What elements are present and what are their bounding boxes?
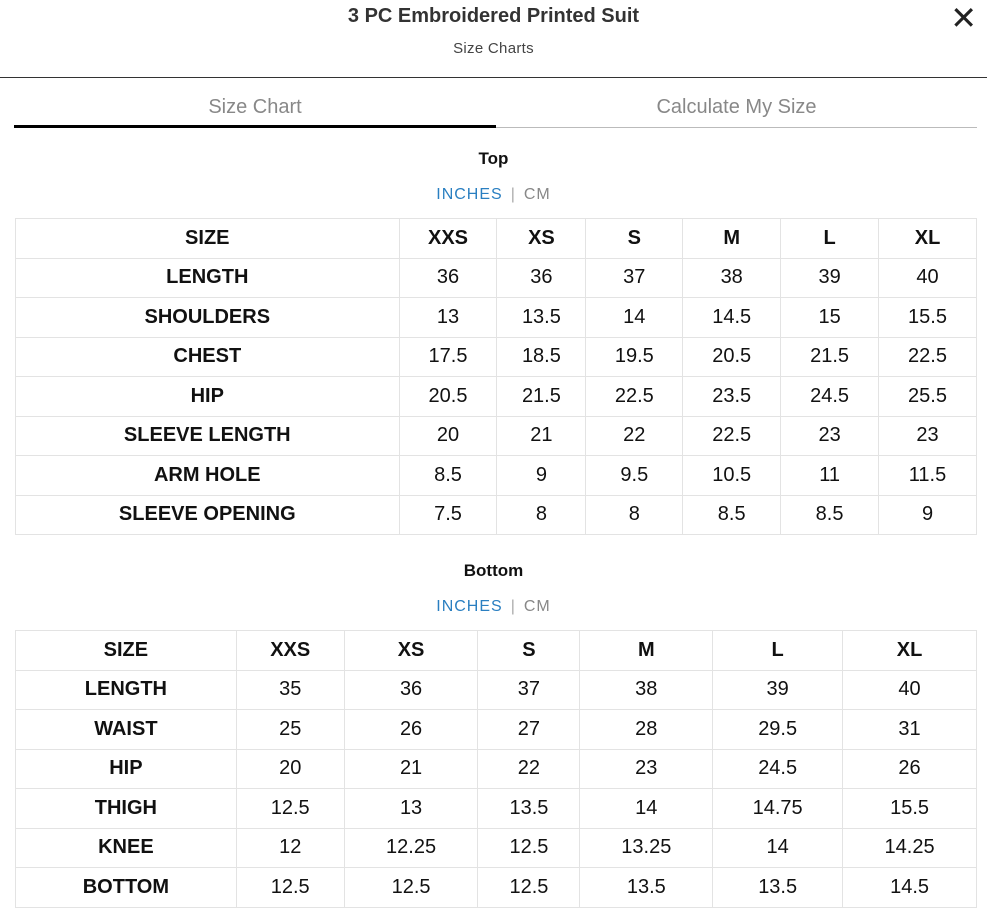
bottom-size-table xyxy=(15,630,977,908)
row-label: CHEST xyxy=(16,337,400,377)
measurement-cell: 35 xyxy=(236,670,344,710)
column-header: SIZE xyxy=(16,631,237,671)
measurement-cell: 12.5 xyxy=(478,868,580,908)
measurement-cell: 38 xyxy=(580,670,713,710)
measurement-cell: 21.5 xyxy=(497,377,586,417)
column-header: XS xyxy=(344,631,478,671)
measurement-cell: 21 xyxy=(344,749,478,789)
measurement-cell: 36 xyxy=(497,258,586,298)
measurement-cell: 23 xyxy=(781,416,879,456)
measurement-cell: 27 xyxy=(478,710,580,750)
measurement-cell: 23 xyxy=(879,416,977,456)
row-label: HIP xyxy=(16,377,400,417)
measurement-cell: 8 xyxy=(497,495,586,535)
measurement-cell: 8.5 xyxy=(683,495,781,535)
column-header: XL xyxy=(843,631,977,671)
measurement-cell: 24.5 xyxy=(781,377,879,417)
column-header: XL xyxy=(879,219,977,259)
measurement-cell: 19.5 xyxy=(586,337,683,377)
measurement-cell: 10.5 xyxy=(683,456,781,496)
measurement-cell: 13.5 xyxy=(580,868,713,908)
measurement-cell: 13 xyxy=(344,789,478,829)
measurement-cell: 36 xyxy=(344,670,478,710)
bottom-unit-toggle xyxy=(0,598,987,616)
row-label: LENGTH xyxy=(16,258,400,298)
measurement-cell: 11 xyxy=(781,456,879,496)
table-row xyxy=(16,337,977,377)
measurement-cell: 14 xyxy=(713,828,843,868)
measurement-cell: 14 xyxy=(586,298,683,338)
measurement-cell: 17.5 xyxy=(399,337,497,377)
row-label: SLEEVE OPENING xyxy=(16,495,400,535)
row-label: WAIST xyxy=(16,710,237,750)
measurement-cell: 7.5 xyxy=(399,495,497,535)
table-header-row xyxy=(16,631,977,671)
tab-calculate-my-size[interactable]: Calculate My Size xyxy=(496,92,977,128)
measurement-cell: 8.5 xyxy=(399,456,497,496)
measurement-cell: 36 xyxy=(399,258,497,298)
measurement-cell: 23 xyxy=(580,749,713,789)
top-size-table xyxy=(15,218,977,535)
measurement-cell: 13.5 xyxy=(497,298,586,338)
row-label: LENGTH xyxy=(16,670,237,710)
column-header: XS xyxy=(497,219,586,259)
size-tabs xyxy=(14,92,977,128)
close-icon[interactable]: ✕ xyxy=(950,0,977,36)
row-label: KNEE xyxy=(16,828,237,868)
table-row xyxy=(16,495,977,535)
tab-size-chart[interactable]: Size Chart xyxy=(14,92,496,128)
column-header: L xyxy=(713,631,843,671)
bottom-unit-cm[interactable]: CM xyxy=(523,598,551,615)
row-label: HIP xyxy=(16,749,237,789)
measurement-cell: 13.25 xyxy=(580,828,713,868)
table-header-row xyxy=(16,219,977,259)
measurement-cell: 29.5 xyxy=(713,710,843,750)
measurement-cell: 13 xyxy=(399,298,497,338)
measurement-cell: 13.5 xyxy=(713,868,843,908)
table-row xyxy=(16,749,977,789)
table-row xyxy=(16,710,977,750)
measurement-cell: 20.5 xyxy=(683,337,781,377)
measurement-cell: 31 xyxy=(843,710,977,750)
measurement-cell: 40 xyxy=(843,670,977,710)
measurement-cell: 39 xyxy=(713,670,843,710)
measurement-cell: 25 xyxy=(236,710,344,750)
measurement-cell: 9 xyxy=(497,456,586,496)
column-header: XXS xyxy=(236,631,344,671)
measurement-cell: 15 xyxy=(781,298,879,338)
measurement-cell: 14.5 xyxy=(843,868,977,908)
measurement-cell: 20 xyxy=(399,416,497,456)
measurement-cell: 25.5 xyxy=(879,377,977,417)
table-row xyxy=(16,416,977,456)
unit-separator: | xyxy=(510,598,516,615)
measurement-cell: 20.5 xyxy=(399,377,497,417)
measurement-cell: 9 xyxy=(879,495,977,535)
top-unit-toggle xyxy=(0,186,987,204)
measurement-cell: 11.5 xyxy=(879,456,977,496)
table-row xyxy=(16,670,977,710)
table-row xyxy=(16,789,977,829)
top-unit-inches[interactable]: INCHES xyxy=(436,186,503,203)
measurement-cell: 12.5 xyxy=(236,789,344,829)
measurement-cell: 26 xyxy=(344,710,478,750)
column-header: M xyxy=(580,631,713,671)
column-header: XXS xyxy=(399,219,497,259)
table-row xyxy=(16,298,977,338)
measurement-cell: 18.5 xyxy=(497,337,586,377)
measurement-cell: 40 xyxy=(879,258,977,298)
measurement-cell: 15.5 xyxy=(879,298,977,338)
top-unit-cm[interactable]: CM xyxy=(523,186,551,203)
column-header: M xyxy=(683,219,781,259)
row-label: ARM HOLE xyxy=(16,456,400,496)
column-header: S xyxy=(478,631,580,671)
table-row xyxy=(16,456,977,496)
column-header: L xyxy=(781,219,879,259)
measurement-cell: 14.5 xyxy=(683,298,781,338)
measurement-cell: 22 xyxy=(478,749,580,789)
measurement-cell: 21.5 xyxy=(781,337,879,377)
measurement-cell: 23.5 xyxy=(683,377,781,417)
measurement-cell: 22.5 xyxy=(586,377,683,417)
measurement-cell: 14 xyxy=(580,789,713,829)
column-header: SIZE xyxy=(16,219,400,259)
measurement-cell: 8.5 xyxy=(781,495,879,535)
measurement-cell: 26 xyxy=(843,749,977,789)
table-row xyxy=(16,828,977,868)
modal-header xyxy=(0,0,987,78)
row-label: BOTTOM xyxy=(16,868,237,908)
measurement-cell: 9.5 xyxy=(586,456,683,496)
measurement-cell: 22.5 xyxy=(879,337,977,377)
measurement-cell: 22.5 xyxy=(683,416,781,456)
measurement-cell: 37 xyxy=(478,670,580,710)
column-header: S xyxy=(586,219,683,259)
measurement-cell: 14.75 xyxy=(713,789,843,829)
measurement-cell: 14.25 xyxy=(843,828,977,868)
row-label: SHOULDERS xyxy=(16,298,400,338)
measurement-cell: 39 xyxy=(781,258,879,298)
measurement-cell: 37 xyxy=(586,258,683,298)
bottom-unit-inches[interactable]: INCHES xyxy=(436,598,503,615)
measurement-cell: 15.5 xyxy=(843,789,977,829)
measurement-cell: 13.5 xyxy=(478,789,580,829)
table-row xyxy=(16,868,977,908)
product-title: 3 PC Embroidered Printed Suit xyxy=(347,5,640,27)
measurement-cell: 12 xyxy=(236,828,344,868)
measurement-cell: 24.5 xyxy=(713,749,843,789)
measurement-cell: 22 xyxy=(586,416,683,456)
measurement-cell: 28 xyxy=(580,710,713,750)
unit-separator: | xyxy=(510,186,516,203)
top-section-title: Top xyxy=(478,149,509,168)
measurement-cell: 12.25 xyxy=(344,828,478,868)
bottom-section-title: Bottom xyxy=(463,561,524,580)
measurement-cell: 21 xyxy=(497,416,586,456)
table-row xyxy=(16,377,977,417)
measurement-cell: 38 xyxy=(683,258,781,298)
measurement-cell: 12.5 xyxy=(478,828,580,868)
measurement-cell: 8 xyxy=(586,495,683,535)
measurement-cell: 12.5 xyxy=(344,868,478,908)
row-label: THIGH xyxy=(16,789,237,829)
measurement-cell: 12.5 xyxy=(236,868,344,908)
table-row xyxy=(16,258,977,298)
measurement-cell: 20 xyxy=(236,749,344,789)
row-label: SLEEVE LENGTH xyxy=(16,416,400,456)
modal-subtitle: Size Charts xyxy=(453,40,534,57)
